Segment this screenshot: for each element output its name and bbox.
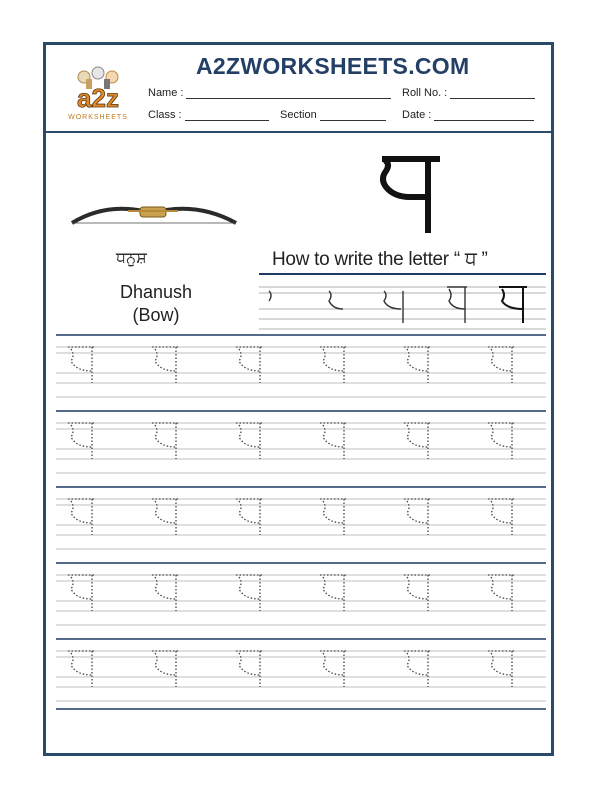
traceable-letter[interactable] (236, 575, 264, 611)
svg-text:WORKSHEETS: WORKSHEETS (68, 114, 128, 121)
stroke-step-3 (384, 291, 403, 323)
traceable-letter[interactable] (404, 499, 432, 535)
traceable-letter[interactable] (152, 347, 180, 383)
traceable-letter[interactable] (236, 423, 264, 459)
traceable-letter[interactable] (152, 575, 180, 611)
traceable-letter[interactable] (236, 347, 264, 383)
stroke-step-2 (329, 291, 343, 309)
traceable-letter[interactable] (404, 651, 432, 687)
traceable-letter[interactable] (68, 347, 96, 383)
traceable-letter[interactable] (488, 347, 516, 383)
traceable-letter[interactable] (236, 499, 264, 535)
date-field[interactable] (402, 109, 534, 121)
roll-no-field[interactable] (402, 87, 535, 99)
traceable-letter[interactable] (488, 423, 516, 459)
traceable-letter[interactable] (320, 499, 348, 535)
worksheet (43, 42, 554, 756)
word-meaning: (Bow) (132, 305, 180, 325)
site-title: A2ZWORKSHEETS.COM (196, 53, 470, 79)
word-english: Dhanush (119, 282, 193, 302)
tracing-practice-area[interactable] (56, 333, 546, 713)
traceable-letter[interactable] (68, 575, 96, 611)
stroke-step-4 (447, 287, 467, 323)
traceable-letter[interactable] (320, 575, 348, 611)
stroke-step-5 (499, 287, 527, 323)
traceable-letter[interactable] (404, 575, 432, 611)
traceable-letter[interactable] (404, 347, 432, 383)
traceable-letter[interactable] (152, 423, 180, 459)
traceable-letter[interactable] (68, 423, 96, 459)
class-field[interactable] (148, 109, 269, 121)
traceable-letter[interactable] (488, 575, 516, 611)
traceable-letter[interactable] (488, 651, 516, 687)
traceable-letter[interactable] (320, 651, 348, 687)
name-field[interactable] (148, 87, 391, 99)
section-field[interactable] (280, 109, 386, 121)
traceable-letter[interactable] (152, 499, 180, 535)
traceable-letter[interactable] (152, 651, 180, 687)
traceable-letter[interactable] (68, 499, 96, 535)
date-label: Date : (402, 109, 432, 121)
how-to-heading: How to write the letter “ ਧ ” (272, 249, 488, 270)
a2z-logo (54, 65, 142, 125)
word-punjabi: ਧਨੁਸ਼ (116, 250, 147, 267)
stroke-step-1 (269, 291, 271, 301)
bow-image (68, 195, 240, 231)
roll-no-label: Roll No. : (402, 87, 448, 99)
traceable-letter[interactable] (404, 423, 432, 459)
traceable-letter[interactable] (320, 423, 348, 459)
class-label: Class : (148, 109, 182, 121)
stroke-order-guide (259, 273, 546, 330)
worksheet-header (46, 45, 551, 133)
traceable-letter[interactable] (68, 651, 96, 687)
name-label: Name : (148, 87, 184, 99)
svg-text:a2z: a2z (77, 83, 119, 113)
traceable-letter[interactable] (488, 499, 516, 535)
big-letter-glyph (376, 153, 446, 233)
traceable-letter[interactable] (320, 347, 348, 383)
traceable-letter[interactable] (236, 651, 264, 687)
section-label: Section (280, 109, 317, 121)
